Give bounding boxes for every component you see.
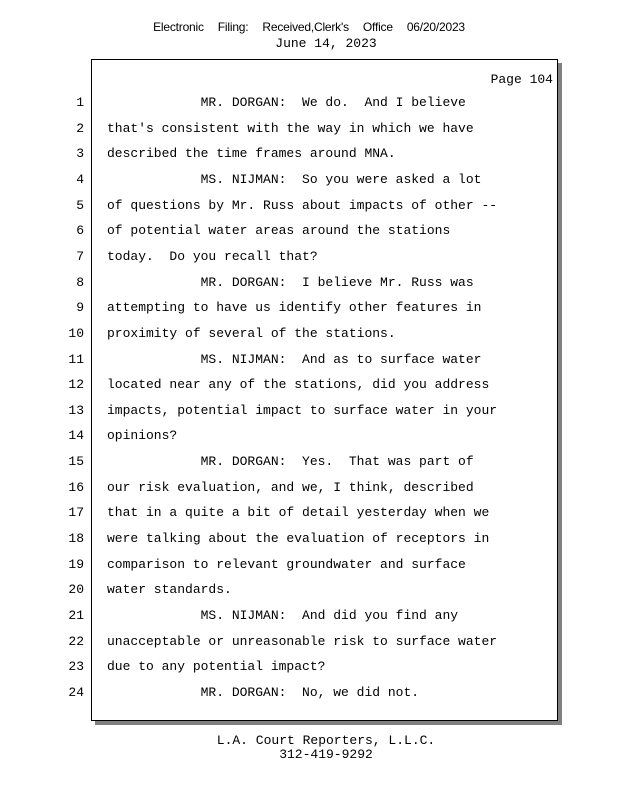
line-number: 4 (76, 171, 84, 187)
line-text: MR. DORGAN: Yes. That was part of (107, 454, 474, 470)
transcript-line (0, 428, 560, 448)
line-text: of potential water areas around the stations (107, 223, 451, 239)
transcript-line (0, 582, 560, 602)
line-number: 2 (76, 120, 84, 136)
transcript-line (0, 121, 560, 141)
transcript-line (0, 300, 560, 320)
line-text: proximity of several of the stations. (107, 325, 396, 341)
line-number: 18 (68, 531, 84, 546)
line-number: 12 (68, 377, 84, 393)
line-number: 20 (68, 582, 84, 598)
line-text: that's consistent with the way in which we have (107, 120, 474, 136)
line-text: water standards. (107, 582, 232, 598)
line-number: 15 (68, 454, 84, 470)
line-text: today. Do you recall that? (107, 248, 318, 264)
line-number: 10 (68, 325, 84, 341)
line-number: 24 (68, 684, 84, 700)
stamp-word: Electronic (153, 20, 204, 34)
line-number: 22 (68, 633, 84, 649)
line-text: unacceptable or unreasonable risk to surface water (107, 633, 498, 649)
transcript-line (0, 198, 560, 218)
stamp-word: 06/20/2023 (406, 20, 465, 34)
line-text: attempting to have us identify other features in (107, 300, 482, 316)
filing-stamp (0, 20, 618, 34)
stamp-word: Filing: (217, 20, 249, 34)
line-text: MR. DORGAN: No, we did not. (107, 684, 420, 700)
transcript-line (0, 608, 560, 628)
transcript-line (0, 403, 560, 423)
line-text: described the time frames around MNA. (107, 146, 396, 162)
transcript-line (0, 326, 560, 346)
transcript-line (0, 249, 560, 269)
transcript-line (0, 557, 560, 577)
line-number: 1 (76, 95, 84, 110)
transcript-line (0, 634, 560, 654)
line-number: 8 (76, 274, 84, 290)
transcript-line (0, 146, 560, 166)
transcript-line (0, 95, 560, 115)
line-text: that in a quite a bit of detail yesterday when we (107, 505, 490, 521)
line-number: 23 (68, 659, 84, 675)
line-number: 6 (76, 223, 84, 239)
line-text: MR. DORGAN: We do. And I believe (107, 95, 466, 110)
transcript-line (0, 352, 560, 372)
transcript-line (0, 659, 560, 679)
transcript-line (0, 377, 560, 397)
transcript-line (0, 685, 560, 705)
transcript-line (0, 480, 560, 500)
transcript-date: June 14, 2023 (275, 36, 377, 51)
transcript-line (0, 172, 560, 192)
line-text: located near any of the stations, did you address (107, 377, 490, 393)
transcript-line (0, 531, 560, 551)
line-number: 13 (68, 402, 84, 418)
line-text: were talking about the evaluation of receptors in (107, 531, 490, 546)
transcript-line (0, 454, 560, 474)
footer-company: L.A. Court Reporters, L.L.C. (216, 733, 436, 748)
transcript-line (0, 223, 560, 243)
line-text: MS. NIJMAN: So you were asked a lot (107, 171, 482, 187)
transcript-line (0, 505, 560, 525)
line-text: impacts, potential impact to surface water in your (107, 402, 498, 418)
line-text: our risk evaluation, and we, I think, described (107, 479, 474, 495)
line-text: comparison to relevant groundwater and surface (107, 556, 466, 572)
line-text: opinions? (107, 428, 178, 444)
line-number: 14 (68, 428, 84, 444)
transcript-line (0, 275, 560, 295)
line-number: 16 (68, 479, 84, 495)
line-number: 19 (68, 556, 84, 572)
line-number: 11 (68, 351, 84, 367)
line-text: MS. NIJMAN: And did you find any (107, 608, 459, 623)
line-number: 3 (76, 146, 84, 162)
line-number: 5 (76, 197, 84, 213)
line-text: due to any potential impact? (107, 659, 326, 675)
page-number: Page 104 (490, 72, 553, 87)
line-text: MR. DORGAN: I believe Mr. Russ was (107, 274, 474, 290)
line-text: MS. NIJMAN: And as to surface water (107, 351, 482, 367)
line-number: 7 (76, 248, 84, 264)
line-number: 17 (68, 505, 84, 521)
line-text: of questions by Mr. Russ about impacts of other -- (107, 197, 498, 213)
line-number: 9 (76, 300, 84, 316)
line-number: 21 (68, 608, 84, 623)
footer-phone: 312-419-9292 (279, 747, 373, 762)
stamp-word: Office (362, 20, 393, 34)
stamp-word: Received,Clerk's (262, 20, 349, 34)
